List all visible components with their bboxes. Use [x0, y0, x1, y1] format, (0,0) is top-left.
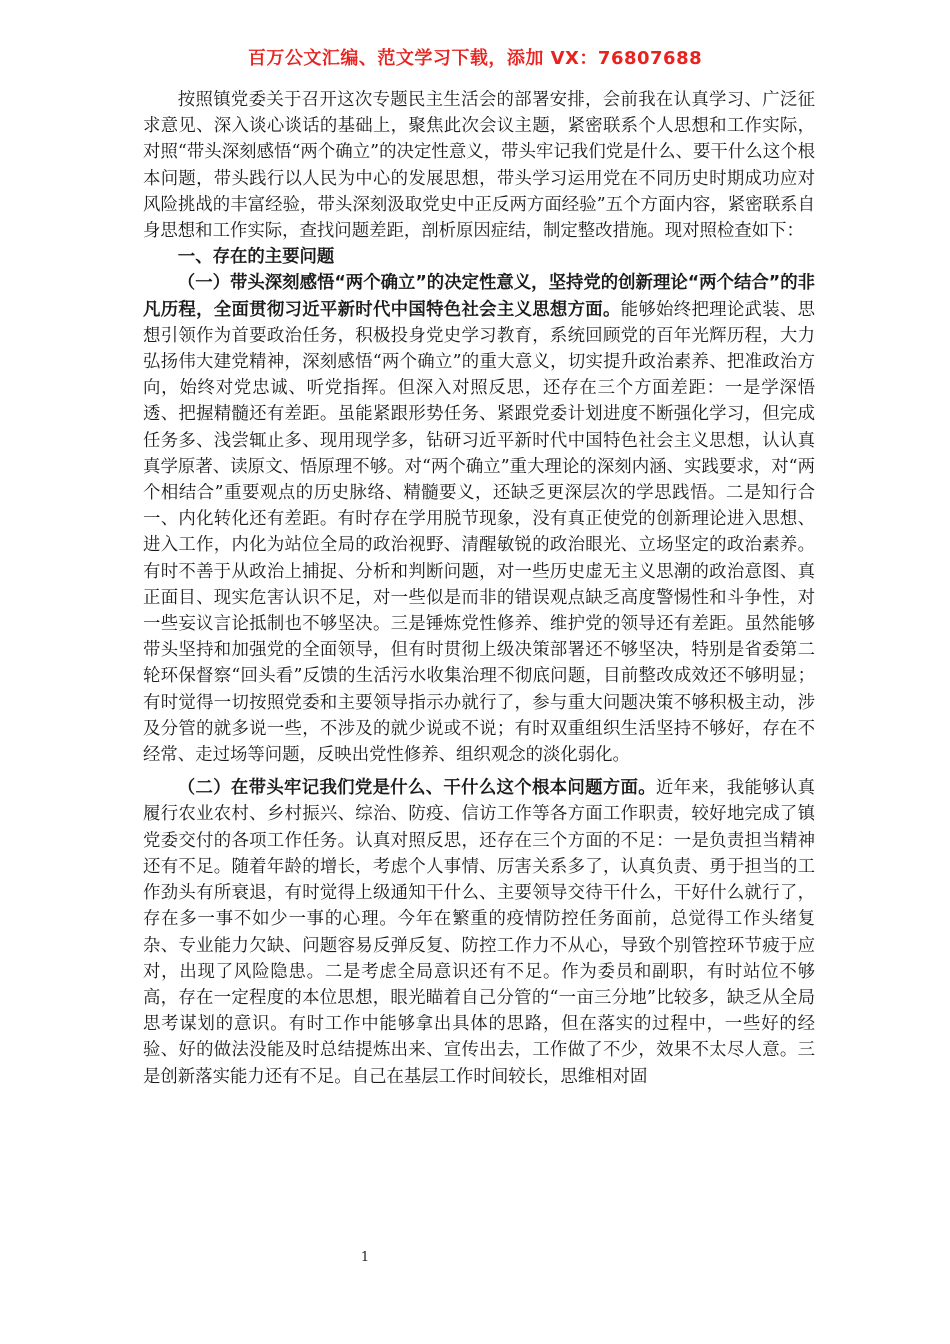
document-body	[143, 87, 815, 1090]
item-1-lead: （一）带头深刻感悟“两个确立”的决定性意义，坚持党的创新理论“两个结合”的非凡历程，全面贯彻习近平新时代中国特色社会主义思想方面。	[143, 273, 815, 320]
item-1-paragraph	[143, 270, 815, 768]
item-1-body: 能够始终把理论武装、思想引领作为首要政治任务，积极投身党史学习教育，系统回顾党的百年光辉历程，大力弘扬伟大建党精神，深刻感悟“两个确立”的重大意义，切实提升政治素养、把准政治方向，始终对党忠诚、听党指挥。但深入对照反思，还存在三个方面差距：一是学深悟透、把握精髓还有差距。虽能紧跟形势任务、紧跟党委计划进度不断强化学习，但完成任务多、浅尝辄止多、现用现学多，钻研习近平新时代中国特色社会主义思想，认认真真学原著、读原文、悟原理不够。对“两个确立”重大理论的深刻内涵、实践要求，对“两个相结合”重要观点的历史脉络、精髓要义，还缺乏更深层次的学思践悟。二是知行合一、内化转化还有差距。有时存在学用脱节现象，没有真正使党的创新理论进入思想、进入工作，内化为站位全局的政治视野、清醒敏锐的政治眼光、立场坚定的政治素养。有时不善于从政治上捕捉、分析和判断问题，对一些历史虚无主义思潮的政治意图、真正面目、现实危害认识不足，对一些似是而非的错误观点缺乏高度警惕性和斗争性，对一些妄议言论抵制也不够坚决。三是锤炼党性修养、维护党的领导还有差距。虽然能够带头坚持和加强党的全面领导，但有时贯彻上级决策部署还不够坚决，特别是省委第二轮环保督察“回头看”反馈的生活污水收集治理不彻底问题，目前整改成效还不够明显；有时觉得一切按照党委和主要领导指示办就行了，参与重大问题决策不够积极主动，涉及分管的就多说一些，不涉及的就少说或不说；有时双重组织生活坚持不够好，存在不经常、走过场等问题，反映出党性修养、组织观念的淡化弱化。	[143, 299, 815, 766]
item-2-body: 近年来，我能够认真履行农业农村、乡村振兴、综治、防疫、信访工作等各方面工作职责，较好地完成了镇党委交付的各项工作任务。认真对照反思，还存在三个方面的不足：一是负责担当精神还有不足。随着年龄的增长，考虑个人事情、厉害关系多了，认真负责、勇于担当的工作劲头有所衰退，有时觉得上级通知干什么、主要领导交待干什么，干好什么就行了，存在多一事不如少一事的心理。今年在繁重的疫情防控任务面前，总觉得工作头绪复杂、专业能力欠缺、问题容易反弹反复、防控工作力不从心，导致个别管控环节疲于应对，出现了风险隐患。二是考虑全局意识还有不足。作为委员和副职，有时站位不够高，存在一定程度的本位思想，眼光瞄着自己分管的“一亩三分地”比较多，缺乏从全局思考谋划的意识。有时工作中能够拿出具体的思路，但在落实的过程中，一些好的经验、好的做法没能及时总结提炼出来、宣传出去，工作做了不少，效果不太尽人意。三是创新落实能力还有不足。自己在基层工作时间较长，思维相对固	[143, 778, 815, 1087]
header-banner: 百万公文汇编、范文学习下载，添加 VX：76807688	[247, 48, 703, 69]
item-2-lead: （二）在带头牢记我们党是什么、干什么这个根本问题方面。	[177, 778, 656, 799]
item-2-paragraph	[143, 775, 815, 1089]
page-number: 1	[360, 1250, 370, 1265]
intro-paragraph: 按照镇党委关于召开这次专题民主生活会的部署安排，会前我在认真学习、广泛征求意见、深入谈心谈话的基础上，聚焦此次会议主题，紧密联系个人思想和工作实际，对照“带头深刻感悟“两个确立”的决定性意义，带头牢记我们党是什么、要干什么这个根本问题，带头践行以人民为中心的发展思想，带头学习运用党在不同历史时期成功应对风险挑战的丰富经验，带头深刻汲取党史中正反两方面经验”五个方面内容，紧密联系自身思想和工作实际，查找问题差距，剖析原因症结，制定整改措施。现对照检查如下：	[143, 90, 815, 242]
section-heading: 一、存在的主要问题	[177, 247, 335, 268]
